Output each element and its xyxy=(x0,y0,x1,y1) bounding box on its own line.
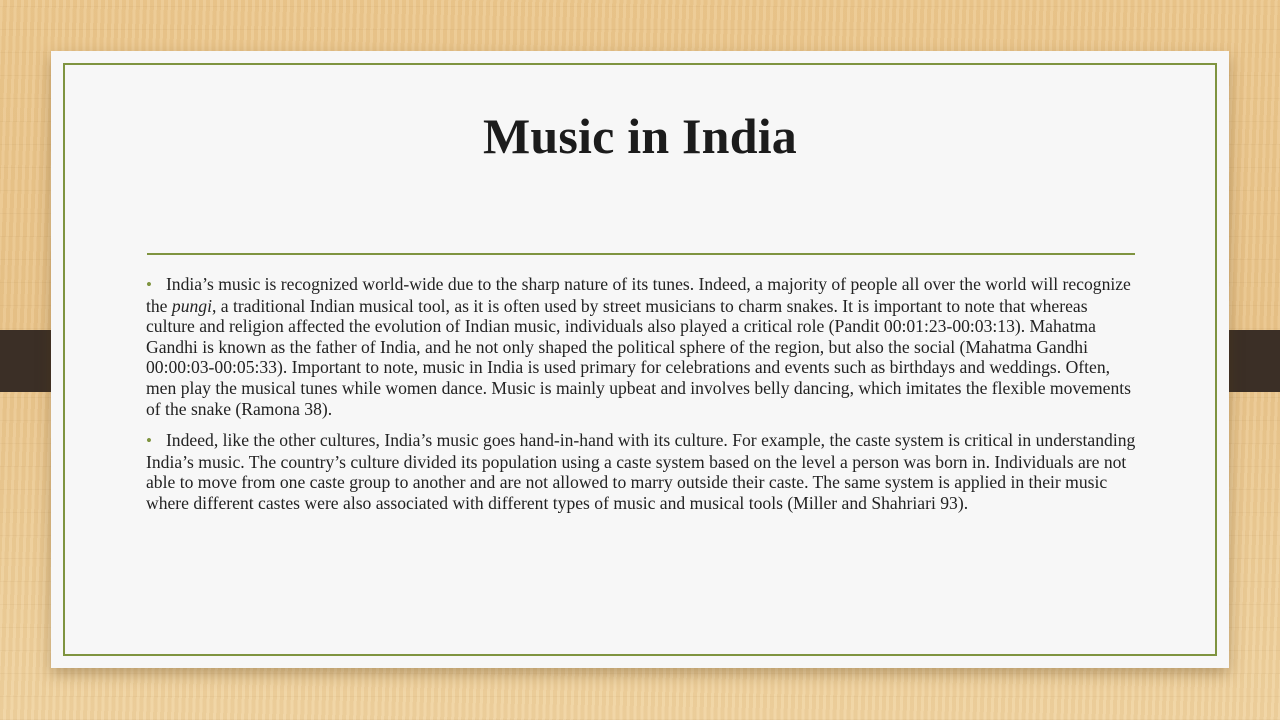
bullet-text xyxy=(146,274,1131,419)
slide-body xyxy=(146,274,1136,525)
bullet-icon: • xyxy=(146,431,152,451)
slide xyxy=(51,51,1229,668)
bullet-icon: • xyxy=(146,275,152,294)
bullet-text: Indeed, like the other cultures, India’s music goes hand-in-hand with its culture. For example, the caste system is critical in understanding India’s music. The country’s culture divided its population using a caste system based on the level a person was born in. Individuals are not able to move from one caste group to another and are not allowed to marry outside their caste. The same system is applied in their music where different castes were also associated with different types of music and musical tools (Miller and Shahriari 93). xyxy=(146,430,1136,513)
bullet-item xyxy=(146,274,1136,419)
bullet-text-part: India’s music is recognized world-wide due to the sharp nature of its tunes. Indeed, a majority of people all over the world will recognize the xyxy=(146,274,1131,316)
bullet-item xyxy=(146,430,1136,513)
slide-title: Music in India xyxy=(482,108,797,164)
bullet-text-italic: pungi xyxy=(171,295,212,316)
bullet-text-part: , a traditional Indian musical tool, as it is often used by street musicians to charm snakes. It is important to note that whereas culture and religion affected the evolution of Indian music, individuals also played a critical role (Pandit 00:01:23-00:03:13). Mahatma Gandhi is known as the father of India, and he not only shaped the political sphere of the region, but also the social (Mahatma Gandhi 00:00:03-00:05:33). Important to note, music in India is used primary for celebrations and events such as birthdays and weddings. Often, men play the musical tunes while women dance. Music is mainly upbeat and involves belly dancing, which imitates the flexible movements of the snake (Ramona 38). xyxy=(146,295,1132,419)
title-divider xyxy=(147,253,1135,255)
